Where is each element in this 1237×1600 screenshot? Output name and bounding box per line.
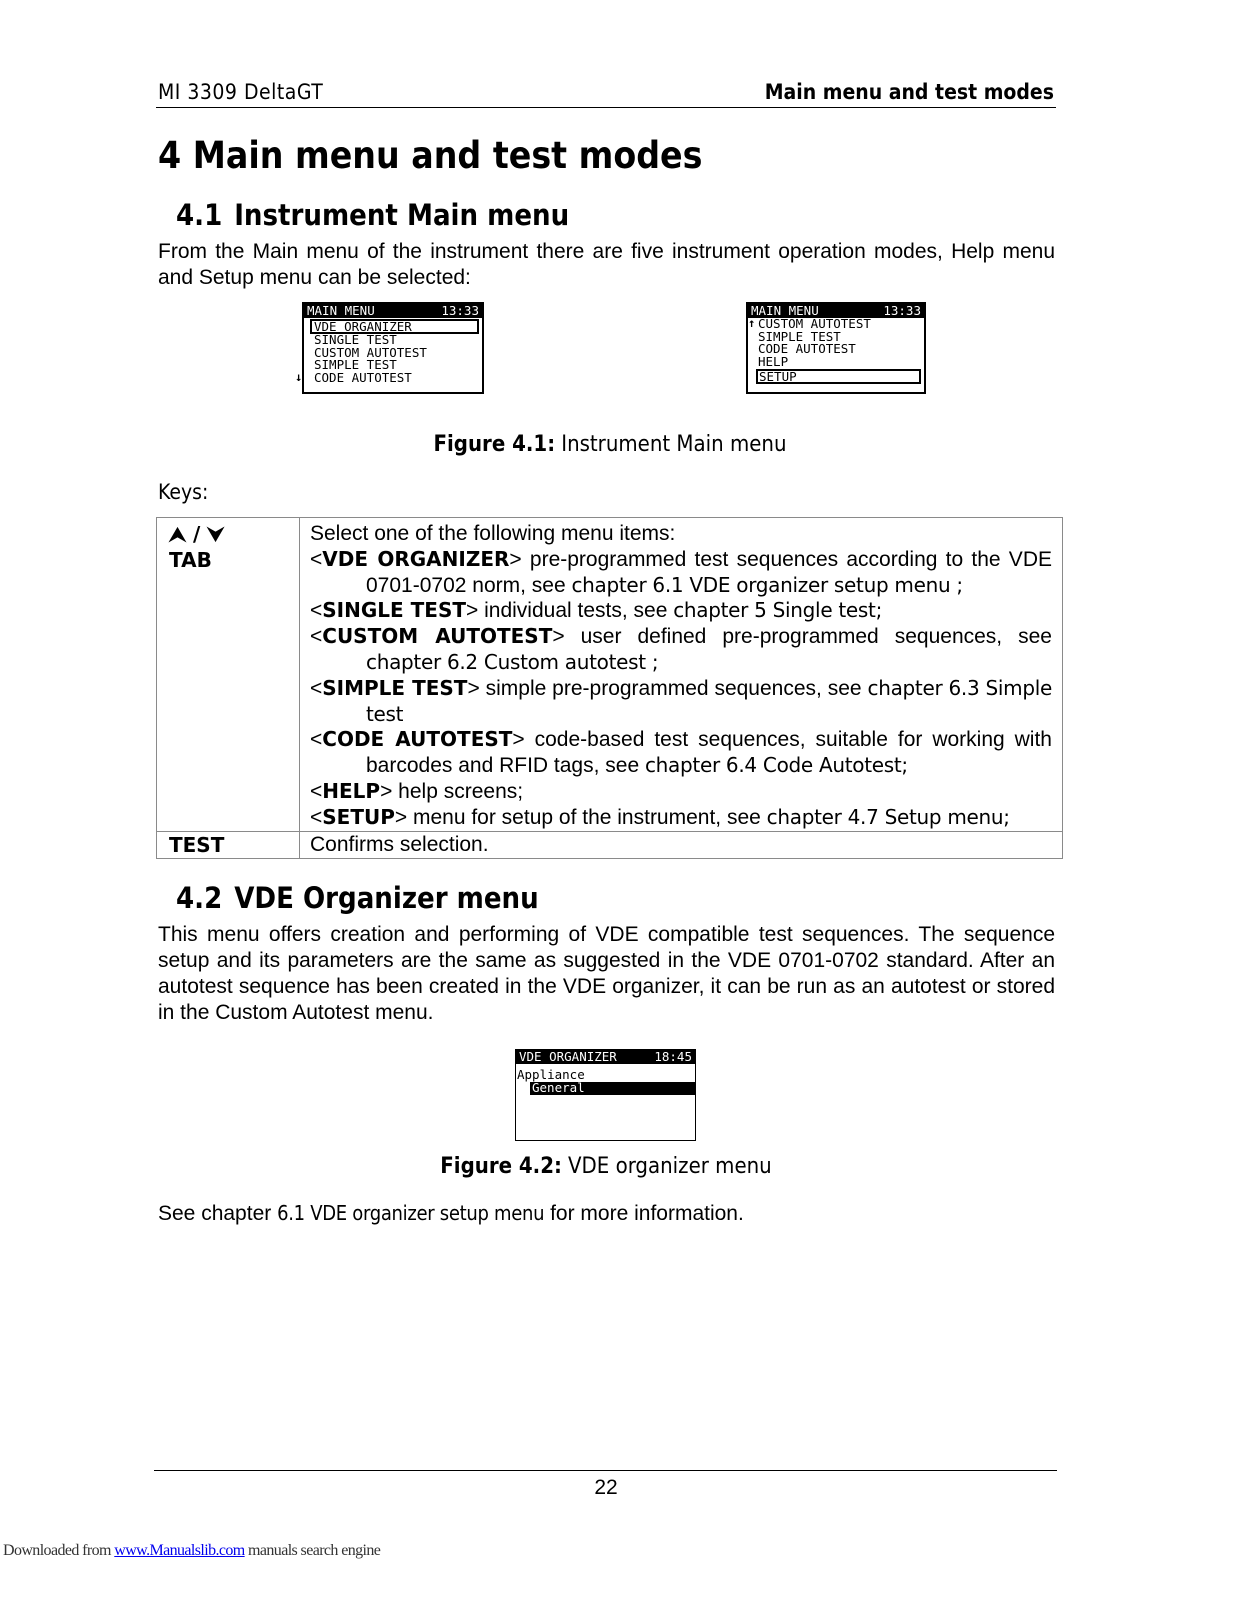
download-notice bbox=[3, 1542, 380, 1560]
section-4-2-heading bbox=[176, 881, 539, 915]
main-menu-screen-1 bbox=[295, 302, 484, 394]
screen-menu-item bbox=[748, 318, 924, 331]
section-4-1-title: Instrument Main menu bbox=[234, 198, 570, 232]
see-more-pre: See chapter bbox=[158, 1202, 278, 1225]
section-4-2-body: This menu offers creation and performing of VDE compatible test sequences. The sequence setup and its parameters are the same as suggested in the VDE 0701-0702 standard. After an autotest sequence has been created in the VDE organizer, it can be run as an autotest or stored in the Custom Autotest menu. bbox=[158, 923, 1055, 1024]
screen-menu-item-label: CODE AUTOTEST bbox=[314, 369, 412, 385]
screen-title-bar bbox=[304, 304, 482, 318]
screen-menu-item-selected: SETUP bbox=[756, 369, 921, 384]
tab-key: TAB bbox=[169, 548, 212, 572]
see-more-text bbox=[158, 1201, 744, 1226]
screen-menu-item: CUSTOM AUTOTEST bbox=[314, 344, 427, 360]
figure-4-2-caption bbox=[0, 1153, 1212, 1179]
item-desc: simple pre-programmed sequences, see bbox=[479, 676, 868, 700]
screen-title: MAIN MENU bbox=[307, 302, 375, 318]
item-name: VDE ORGANIZER bbox=[322, 546, 510, 571]
screen-title: MAIN MENU bbox=[751, 302, 819, 318]
scroll-down-arrow-icon: ↓ bbox=[295, 369, 303, 384]
screen-tree-item-selected: General bbox=[530, 1082, 695, 1095]
section-4-2-title: VDE Organizer menu bbox=[234, 881, 539, 915]
item-desc: code-based test sequences, suitable for working with barcodes and RFID tags, see bbox=[366, 728, 1052, 778]
screen-menu-item bbox=[295, 369, 482, 385]
keys-table-row bbox=[157, 518, 1063, 832]
item-desc: menu for setup of the instrument, see bbox=[407, 805, 767, 829]
menu-item-simple-test: <SIMPLE TEST> simple pre-programmed sequences, see chapter 6.3 Simple test bbox=[310, 675, 1053, 726]
keys-table-row bbox=[157, 831, 1063, 858]
screen-menu-item: SINGLE TEST bbox=[314, 332, 397, 347]
menu-item-vde-organizer: <VDE ORGANIZER> pre-programmed test sequences according to the VDE 0701-0702 norm, see chapter 6.1 VDE organizer setup menu ; bbox=[310, 546, 1052, 597]
manualslib-link[interactable]: www.Manualslib.com bbox=[114, 1542, 245, 1559]
item-name: SETUP bbox=[322, 804, 395, 829]
menu-item-single-test: <SINGLE TEST> individual tests, see chapter 5 Single test; bbox=[310, 598, 883, 623]
up-down-keys: ⮝ / ⮟ bbox=[169, 522, 225, 546]
footer-rule bbox=[154, 1470, 1057, 1471]
figure-4-2-text: VDE organizer menu bbox=[568, 1154, 772, 1179]
see-more-post: for more information. bbox=[544, 1202, 744, 1225]
test-key: TEST bbox=[157, 831, 300, 858]
vde-organizer-screen bbox=[515, 1049, 696, 1141]
item-ref: chapter 6.2 Custom autotest ; bbox=[366, 649, 659, 674]
item-name: SIMPLE TEST bbox=[322, 675, 468, 700]
see-more-ref: 6.1 VDE organizer setup menu bbox=[277, 1201, 545, 1225]
keys-lead-text: Select one of the following menu items: bbox=[310, 522, 676, 545]
screen-title: VDE ORGANIZER bbox=[519, 1048, 617, 1064]
figure-4-1-caption bbox=[0, 431, 1220, 457]
section-4-1-number: 4.1 bbox=[176, 198, 223, 232]
screen-time: 13:33 bbox=[441, 302, 479, 318]
keys-label: Keys: bbox=[158, 480, 209, 504]
screen-time: 18:45 bbox=[654, 1048, 692, 1064]
key-description-cell bbox=[300, 518, 1063, 832]
item-desc: pre-programmed test sequences according to the VDE 0701-0702 norm, see bbox=[366, 547, 1052, 597]
item-name: SINGLE TEST bbox=[322, 598, 466, 623]
menu-item-code-autotest: <CODE AUTOTEST> code-based test sequences, suitable for working with barcodes and RFID tags, see chapter 6.4 Code Autotest; bbox=[310, 727, 1052, 778]
main-menu-screen-2 bbox=[746, 302, 926, 394]
key-cell bbox=[157, 518, 300, 832]
download-post: manuals search engine bbox=[244, 1542, 381, 1559]
screen-time: 13:33 bbox=[883, 302, 921, 318]
screen-title-bar bbox=[516, 1050, 695, 1064]
item-name: CODE AUTOTEST bbox=[322, 727, 513, 752]
section-4-1-intro: From the Main menu of the instrument there are five instrument operation modes, Help menu and Setup menu can be selected: bbox=[158, 240, 1055, 289]
item-ref: chapter 4.7 Setup menu; bbox=[766, 804, 1010, 829]
item-ref: chapter 5 Single test; bbox=[673, 598, 883, 623]
menu-item-help: <HELP> help screens; bbox=[310, 778, 524, 803]
screen-menu-item: SIMPLE TEST bbox=[758, 328, 841, 344]
screen-menu-item-selected: VDE ORGANIZER bbox=[310, 319, 479, 334]
screen-menu-item: SIMPLE TEST bbox=[314, 357, 397, 373]
section-4-2-number: 4.2 bbox=[176, 881, 223, 915]
item-name: HELP bbox=[322, 778, 381, 803]
item-ref: chapter 6.4 Code Autotest; bbox=[644, 753, 908, 778]
item-desc: individual tests, see bbox=[478, 599, 674, 623]
item-name: CUSTOM AUTOTEST bbox=[322, 624, 553, 649]
page-number: 22 bbox=[594, 1476, 618, 1499]
screen-menu-item: CODE AUTOTEST bbox=[758, 341, 856, 357]
figure-4-2-label: Figure 4.2: bbox=[440, 1154, 562, 1179]
header-section-title: Main menu and test modes bbox=[764, 80, 1054, 104]
test-key-description: Confirms selection. bbox=[300, 831, 1063, 858]
item-desc: user defined pre-programmed sequences, see bbox=[564, 625, 1052, 649]
screen-menu-item: HELP bbox=[758, 353, 789, 369]
menu-item-setup: <SETUP> menu for setup of the instrument, see chapter 4.7 Setup menu; bbox=[310, 804, 1010, 829]
header-rule bbox=[156, 107, 1056, 108]
screen-tree-root: Appliance bbox=[517, 1067, 585, 1082]
item-ref: chapter 6.3 Simple test bbox=[366, 675, 1053, 726]
item-desc: help screens; bbox=[392, 779, 524, 803]
menu-item-custom-autotest: <CUSTOM AUTOTEST> user defined pre-programmed sequences, see chapter 6.2 Custom autotest ; bbox=[310, 624, 1052, 674]
figure-4-1-text: Instrument Main menu bbox=[561, 432, 787, 457]
figure-4-1-label: Figure 4.1: bbox=[433, 432, 556, 457]
download-pre: Downloaded from bbox=[3, 1542, 115, 1559]
item-ref: chapter 6.1 VDE organizer setup menu ; bbox=[571, 572, 963, 597]
screen-menu-item-label: CUSTOM AUTOTEST bbox=[758, 316, 871, 331]
keys-table bbox=[156, 517, 1063, 859]
header-manual-title: MI 3309 DeltaGT bbox=[158, 80, 324, 104]
section-4-1-heading bbox=[176, 198, 569, 232]
chapter-title: 4 Main menu and test modes bbox=[158, 134, 703, 177]
scroll-up-arrow-icon: ↑ bbox=[748, 316, 756, 330]
